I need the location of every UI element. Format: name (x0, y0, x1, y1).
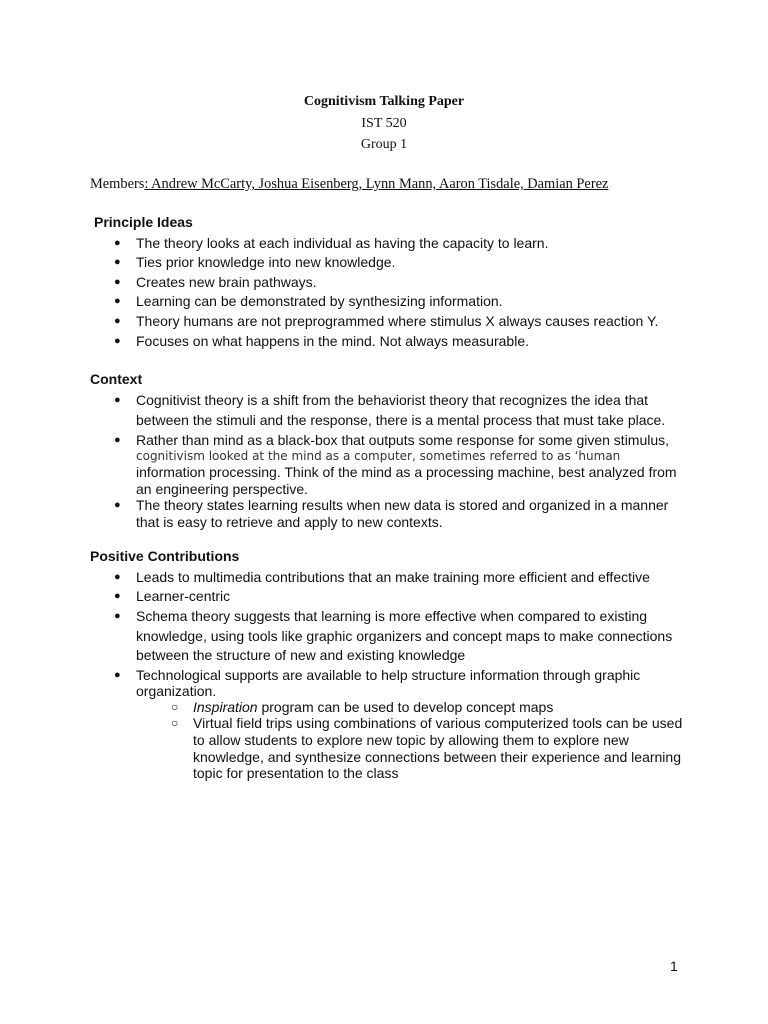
course-code: IST 520 (361, 116, 407, 131)
bullet-icon: ● (114, 669, 121, 681)
members-label: Members (90, 176, 145, 192)
principle-ideas-heading: Principle Ideas (94, 214, 193, 230)
bullet-icon: ● (114, 571, 121, 583)
members-line (90, 176, 608, 193)
document-page: Cognitivism Talking Paper IST 520 Group 1 Members: Andrew McCarty, Joshua Eisenberg, Lynn Mann, Aaron Tisdale, Damian Perez Principle Ideas ● The theory looks at each individual as having the capacity to learn. ● Ties prior knowledge into new knowledge. ● Creates new brain pathways. ● Learning can be demonstrated by synthesizing information. ● Theory humans are not preprogrammed where stimulus X always causes reaction Y. ● Focuses on what happens in the mind. Not always measurable. Context ● Cognitivist theory is a shift from the behaviorist theory that recognizes the idea that between the stimuli and the response, there is a mental process that must take place. ● Rather than mind as a black-box that outputs some response for some given stimulus, cognitivism looked at the mind as a computer, sometimes referred to as ‘human information processing. Think of the mind as a processing machine, best analyzed from an engineering perspective. ● The theory states learning results when new data is stored and organized in a manner that is easy to retrieve and apply to new contexts. Positive Contributions ● Leads to multimedia contributions that an make training more efficient and effective ● Learner-centric ● Schema theory suggests that learning is more effective when compared to existing knowledge, using tools like graphic organizers and concept maps to make connections between the structure of new and existing knowledge ● Technological supports are available to help structure information through graphic organization. ○ Inspiration program can be used to develop concept maps ○ Virtual field trips using combinations of various computerized tools can be used to allow students to explore new topic by allowing them to explore new knowledge, and synthesize connections between their experience and learning topic for presentation to the class 1 (0, 0, 768, 1024)
bullet-icon: ● (114, 295, 121, 307)
bullet-icon: ● (114, 610, 121, 622)
hollow-bullet-icon: ○ (171, 716, 179, 730)
bullet-icon: ● (114, 315, 121, 327)
positive-contributions-heading: Positive Contributions (90, 548, 240, 564)
members-names: : Andrew McCarty, Joshua Eisenberg, Lynn Mann, Aaron Tisdale, Damian Perez (144, 176, 609, 192)
bullet-icon: ● (114, 256, 121, 268)
bullet-icon: ● (114, 335, 121, 347)
document-title: Cognitivism Talking Paper (303, 94, 465, 109)
inspiration-program-name: Inspiration (193, 699, 258, 715)
bullet-icon: ● (114, 434, 121, 446)
bullet-icon: ● (114, 394, 121, 406)
bullet-icon: ● (114, 590, 121, 602)
bullet-icon: ● (114, 276, 121, 288)
context-heading: Context (90, 371, 143, 387)
page-number: 1 (670, 958, 678, 974)
bullet-icon: ● (114, 237, 121, 249)
hollow-bullet-icon: ○ (171, 700, 179, 714)
bullet-icon: ● (114, 499, 121, 511)
group-label: Group 1 (360, 137, 408, 152)
